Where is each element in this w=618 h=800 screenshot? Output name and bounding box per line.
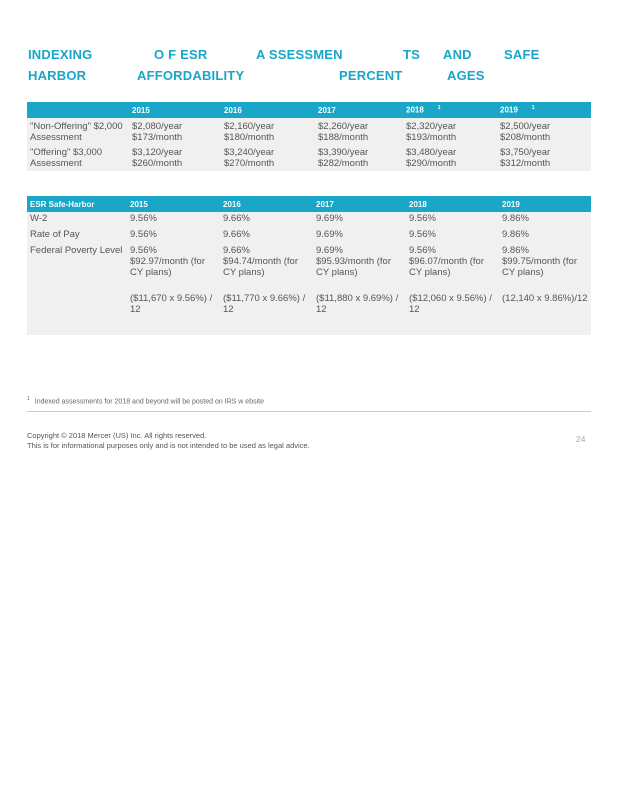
- percent-value: 9.86%: [502, 245, 529, 256]
- table-cell: [497, 145, 591, 171]
- column-header: 2019: [499, 196, 591, 212]
- table-cell: [403, 118, 497, 145]
- table-row: [27, 244, 591, 335]
- row-label: W-2: [27, 212, 127, 228]
- yearly-value: $3,480/year: [406, 147, 457, 158]
- column-header: 2016: [220, 196, 313, 212]
- yearly-value: $2,080/year: [132, 121, 183, 132]
- formula: ($11,880 x 9.69%) / 12: [316, 293, 399, 315]
- monthly-value: $312/month: [500, 158, 551, 169]
- monthly-value: $94.74/month (for CY plans): [223, 256, 298, 278]
- monthly-value: $188/month: [318, 132, 369, 143]
- table-cell: [403, 145, 497, 171]
- title-word: HARBOR: [28, 68, 87, 83]
- column-header: [497, 102, 591, 118]
- yearly-value: $2,500/year: [500, 121, 551, 132]
- title-word: A SSESSMEN: [256, 47, 343, 62]
- divider: [27, 411, 591, 412]
- table-cell: [221, 118, 315, 145]
- monthly-value: $208/month: [500, 132, 551, 143]
- page-title: [28, 44, 588, 86]
- table-row: [27, 212, 591, 228]
- table-cell: [127, 244, 220, 335]
- title-word: AND: [443, 47, 472, 62]
- table-cell: 9.56%: [127, 228, 220, 244]
- title-line-2: [28, 65, 588, 86]
- disclaimer-text: This is for informational purposes only and is not intended to be used as legal advice.: [27, 441, 310, 450]
- column-header: 2015: [129, 102, 221, 118]
- table-cell: [497, 118, 591, 145]
- safe-harbor-table: [27, 196, 591, 335]
- footnote-text: Indexed assessments for 2018 and beyond will be posted on IRS w ebsite: [34, 398, 264, 406]
- monthly-value: $193/month: [406, 132, 457, 143]
- table-cell: 9.69%: [313, 228, 406, 244]
- page-number: 24: [576, 434, 586, 444]
- table-header-row: [27, 196, 591, 212]
- title-word: O F ESR: [154, 47, 208, 62]
- column-header: 2017: [315, 102, 403, 118]
- table-cell: 9.66%: [220, 212, 313, 228]
- table-row: [27, 145, 591, 171]
- copyright-text: Copyright © 2018 Mercer (US) Inc. All rights reserved.: [27, 431, 207, 440]
- monthly-value: $95.93/month (for CY plans): [316, 256, 391, 278]
- percent-value: 9.56%: [409, 245, 436, 256]
- monthly-value: $173/month: [132, 132, 183, 143]
- table-cell: 9.56%: [406, 212, 499, 228]
- column-header: 2017: [313, 196, 406, 212]
- title-word: SAFE: [504, 47, 540, 62]
- column-header: ESR Safe-Harbor: [27, 196, 127, 212]
- monthly-value: $282/month: [318, 158, 369, 169]
- title-line-1: [28, 44, 588, 65]
- percent-value: 9.56%: [130, 245, 157, 256]
- table-cell: [499, 244, 591, 335]
- table-cell: [129, 118, 221, 145]
- table-cell: 9.86%: [499, 228, 591, 244]
- table-cell: 9.56%: [406, 228, 499, 244]
- yearly-value: $3,390/year: [318, 147, 369, 158]
- column-header-label: 2018: [406, 105, 424, 115]
- table-cell: [313, 244, 406, 335]
- footnote-marker: 1: [531, 105, 535, 112]
- row-label: "Non-Offering" $2,000 Assessment: [27, 118, 129, 145]
- title-word: INDEXING: [28, 47, 93, 62]
- monthly-value: $290/month: [406, 158, 457, 169]
- table-cell: 9.66%: [220, 228, 313, 244]
- title-word: AGES: [447, 68, 485, 83]
- footnote: [27, 396, 264, 405]
- formula: ($12,060 x 9.56%) / 12: [409, 293, 492, 315]
- table-cell: [220, 244, 313, 335]
- row-label: Federal Poverty Level: [27, 244, 127, 335]
- monthly-value: $260/month: [132, 158, 183, 169]
- table-cell: [315, 118, 403, 145]
- table-cell: [129, 145, 221, 171]
- yearly-value: $3,750/year: [500, 147, 551, 158]
- yearly-value: $2,160/year: [224, 121, 275, 132]
- column-header: [27, 102, 129, 118]
- footnote-marker: 1: [27, 396, 30, 402]
- table-cell: 9.86%: [499, 212, 591, 228]
- yearly-value: $2,320/year: [406, 121, 457, 132]
- percent-value: 9.69%: [316, 245, 343, 256]
- table-cell: 9.56%: [127, 212, 220, 228]
- table-cell: [406, 244, 499, 335]
- formula: ($11,770 x 9.66%) / 12: [223, 293, 306, 315]
- table-row: [27, 118, 591, 145]
- column-header: 2016: [221, 102, 315, 118]
- footnote-marker: 1: [437, 105, 441, 112]
- monthly-value: $96.07/month (for CY plans): [409, 256, 484, 278]
- yearly-value: $2,260/year: [318, 121, 369, 132]
- table-cell: [221, 145, 315, 171]
- column-header: 2018: [406, 196, 499, 212]
- yearly-value: $3,240/year: [224, 147, 275, 158]
- title-word: AFFORDABILITY: [137, 68, 245, 83]
- monthly-value: $92.97/month (for CY plans): [130, 256, 205, 278]
- title-word: PERCENT: [339, 68, 403, 83]
- formula: ($11,670 x 9.56%) / 12: [130, 293, 213, 315]
- monthly-value: $180/month: [224, 132, 275, 143]
- table-cell: 9.69%: [313, 212, 406, 228]
- row-label: Rate of Pay: [27, 228, 127, 244]
- column-header-label: 2019: [500, 105, 518, 115]
- monthly-value: $99.75/month (for CY plans): [502, 256, 577, 278]
- row-label: "Offering" $3,000 Assessment: [27, 145, 129, 171]
- percent-value: 9.66%: [223, 245, 250, 256]
- formula: (12,140 x 9.86%)/12: [502, 293, 588, 304]
- table-row: [27, 228, 591, 244]
- assessment-table: [27, 102, 591, 171]
- column-header: [403, 102, 497, 118]
- table-header-row: [27, 102, 591, 118]
- column-header: 2015: [127, 196, 220, 212]
- footer: [27, 431, 310, 451]
- yearly-value: $3,120/year: [132, 147, 183, 158]
- title-word: TS: [403, 47, 421, 62]
- monthly-value: $270/month: [224, 158, 275, 169]
- table-cell: [315, 145, 403, 171]
